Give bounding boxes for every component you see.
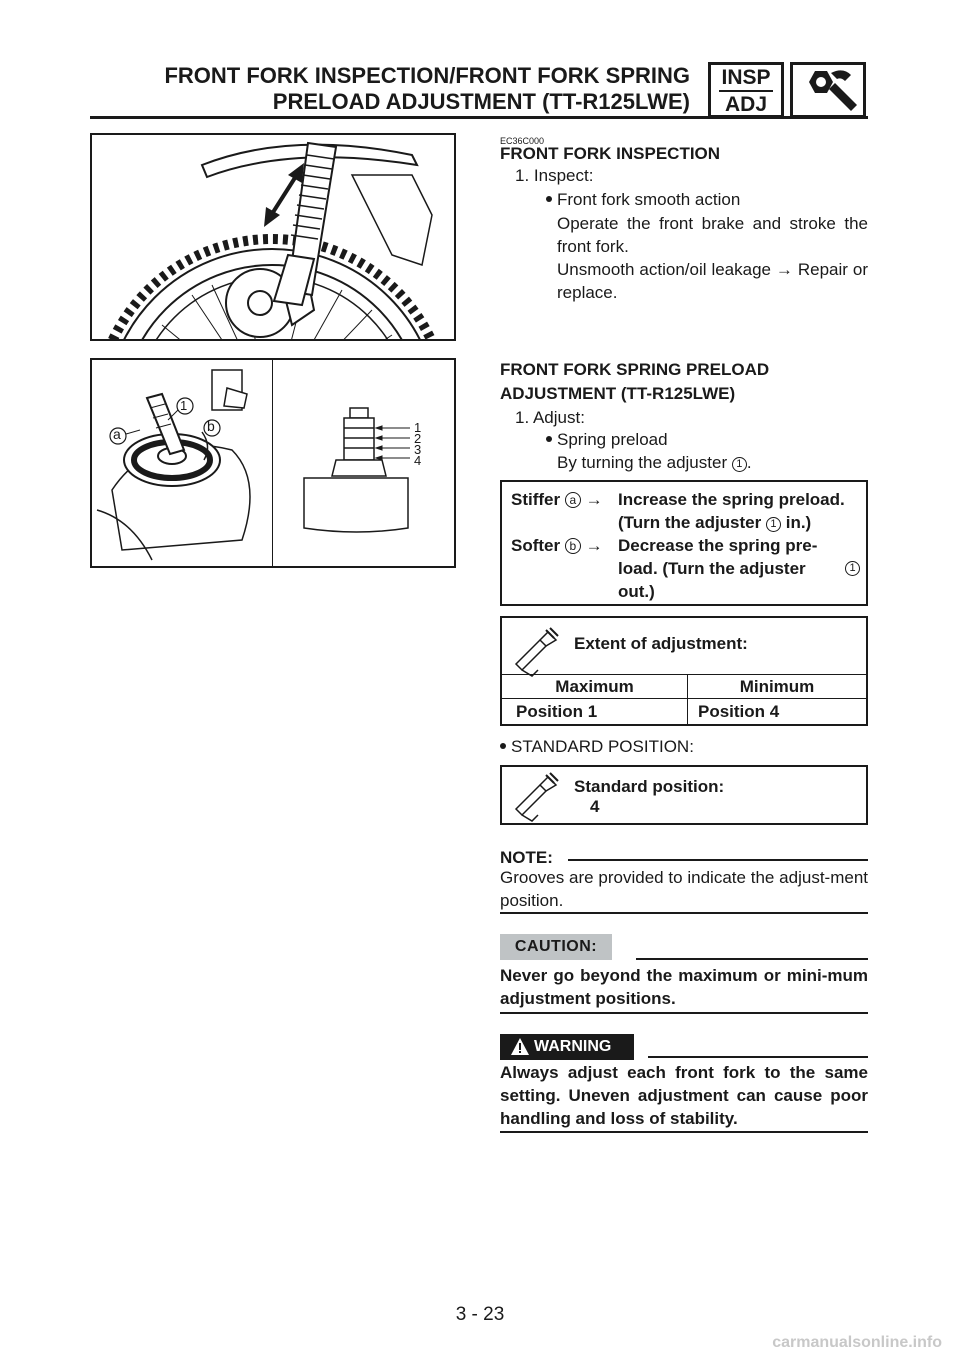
adjuster-drawing — [92, 360, 454, 566]
stiffer-desc-end: in.) — [785, 513, 812, 532]
standard-value: 4 — [590, 797, 600, 816]
adjustment-direction-box — [500, 480, 868, 606]
groove-label-2: 2 — [414, 431, 422, 446]
step-inspect: 1. Inspect: — [515, 166, 594, 185]
circled-number: 1 — [732, 457, 747, 472]
stiffer-desc-2 — [618, 511, 811, 534]
standard-title: Standard position: — [574, 777, 725, 796]
badge-divider — [719, 90, 773, 92]
warning-rule — [648, 1056, 868, 1058]
warning-end-rule — [500, 1131, 868, 1133]
extent-title: Extent of adjustment: — [574, 634, 748, 653]
standard-position-box — [500, 765, 868, 825]
arrow: → — [585, 536, 603, 555]
note-end-rule — [500, 912, 868, 914]
wrench-nut-icon — [793, 65, 863, 115]
turning-text — [557, 451, 752, 474]
bullet-text: STANDARD POSITION: — [511, 737, 694, 756]
step-adjust: 1. Adjust: — [515, 408, 585, 427]
groove-label-1: 1 — [414, 420, 422, 435]
caution-label: CAUTION: — [500, 934, 612, 960]
extent-of-adjustment-box — [500, 616, 868, 726]
warning-label-text: WARNING — [534, 1038, 612, 1055]
watermark: carmanualsonline.info — [772, 1334, 942, 1351]
callout-b: b — [207, 418, 215, 434]
stiffer-desc: Increase the spring preload. — [618, 490, 845, 509]
tool-badge — [790, 62, 866, 118]
badge-insp-text: INSP — [721, 66, 771, 89]
section-code: EC36C000 — [500, 136, 545, 146]
note-rule — [568, 859, 868, 861]
front-fork-illustration — [90, 133, 456, 341]
turning-label: By turning the adjuster — [557, 453, 728, 472]
section-heading-preload: FRONT FORK SPRING PRELOAD — [500, 360, 770, 379]
badge-adj-text: ADJ — [724, 93, 767, 116]
circled-number: 1 — [766, 517, 781, 532]
softer-label — [511, 534, 603, 557]
softer-desc-text: load. (Turn the adjuster — [618, 559, 806, 578]
col-header-minimum: Minimum — [739, 677, 815, 696]
softer-desc: Decrease the spring pre- — [618, 536, 818, 555]
bullet-item — [546, 428, 668, 451]
front-wheel-drawing — [92, 135, 454, 339]
circled-letter: a — [565, 492, 581, 508]
caliper-icon — [510, 771, 562, 823]
callout-a: a — [113, 426, 121, 442]
groove-label-4: 4 — [414, 453, 422, 468]
preload-adjuster-illustration — [90, 358, 456, 568]
caution-text: Never go beyond the maximum or mini-mum adjustment positions. — [500, 966, 868, 1008]
softer-desc-2 — [618, 557, 864, 580]
bullet-dot — [546, 196, 552, 202]
circled-number: 1 — [845, 561, 860, 576]
caution-rule — [636, 958, 868, 960]
bullet-item — [546, 188, 740, 211]
groove-label-3: 3 — [414, 442, 422, 457]
value-minimum: Position 4 — [698, 702, 780, 721]
bullet-text: Front fork smooth action — [557, 190, 741, 209]
page-title-line1: FRONT FORK INSPECTION/FRONT FORK SPRING — [164, 63, 690, 88]
section-heading-preload-2: ADJUSTMENT (TT-R125LWE) — [500, 384, 736, 403]
page-number: 3 - 23 — [455, 1304, 505, 1325]
period: . — [746, 453, 752, 472]
note-label: NOTE: — [500, 848, 553, 867]
bullet-dot — [500, 743, 506, 749]
softer-text: Softer — [511, 536, 561, 555]
callout-1: 1 — [180, 398, 188, 413]
paragraph: Unsmooth action/oil leakage → Repair or replace. — [557, 260, 868, 302]
warning-text: Always adjust each front fork to the same setting. Uneven adjustment can cause poor handling and loss of stability. — [500, 1063, 868, 1128]
note-text: Grooves are provided to indicate the adjust-ment position. — [500, 868, 868, 910]
insp-adj-badge — [708, 62, 784, 118]
warning-triangle-icon — [510, 1037, 530, 1056]
warning-label — [500, 1034, 634, 1060]
col-header-maximum: Maximum — [555, 677, 634, 696]
paragraph: Operate the front brake and stroke the front fork. — [557, 214, 868, 256]
softer-desc-3: out.) — [618, 582, 655, 601]
circled-letter: b — [565, 538, 581, 554]
bullet-item — [500, 735, 694, 758]
stiffer-desc-text: (Turn the adjuster — [618, 513, 762, 532]
table-rule — [502, 698, 866, 699]
caliper-icon — [510, 626, 562, 678]
section-heading-fork-inspection: FRONT FORK INSPECTION — [500, 144, 721, 163]
value-maximum: Position 1 — [516, 702, 598, 721]
page-title-line2: PRELOAD ADJUSTMENT (TT-R125LWE) — [272, 89, 690, 114]
arrow: → — [585, 490, 603, 509]
stiffer-label — [511, 488, 603, 511]
bullet-text: Spring preload — [557, 430, 668, 449]
stiffer-text: Stiffer — [511, 490, 561, 509]
caution-end-rule — [500, 1012, 868, 1014]
bullet-dot — [546, 436, 552, 442]
